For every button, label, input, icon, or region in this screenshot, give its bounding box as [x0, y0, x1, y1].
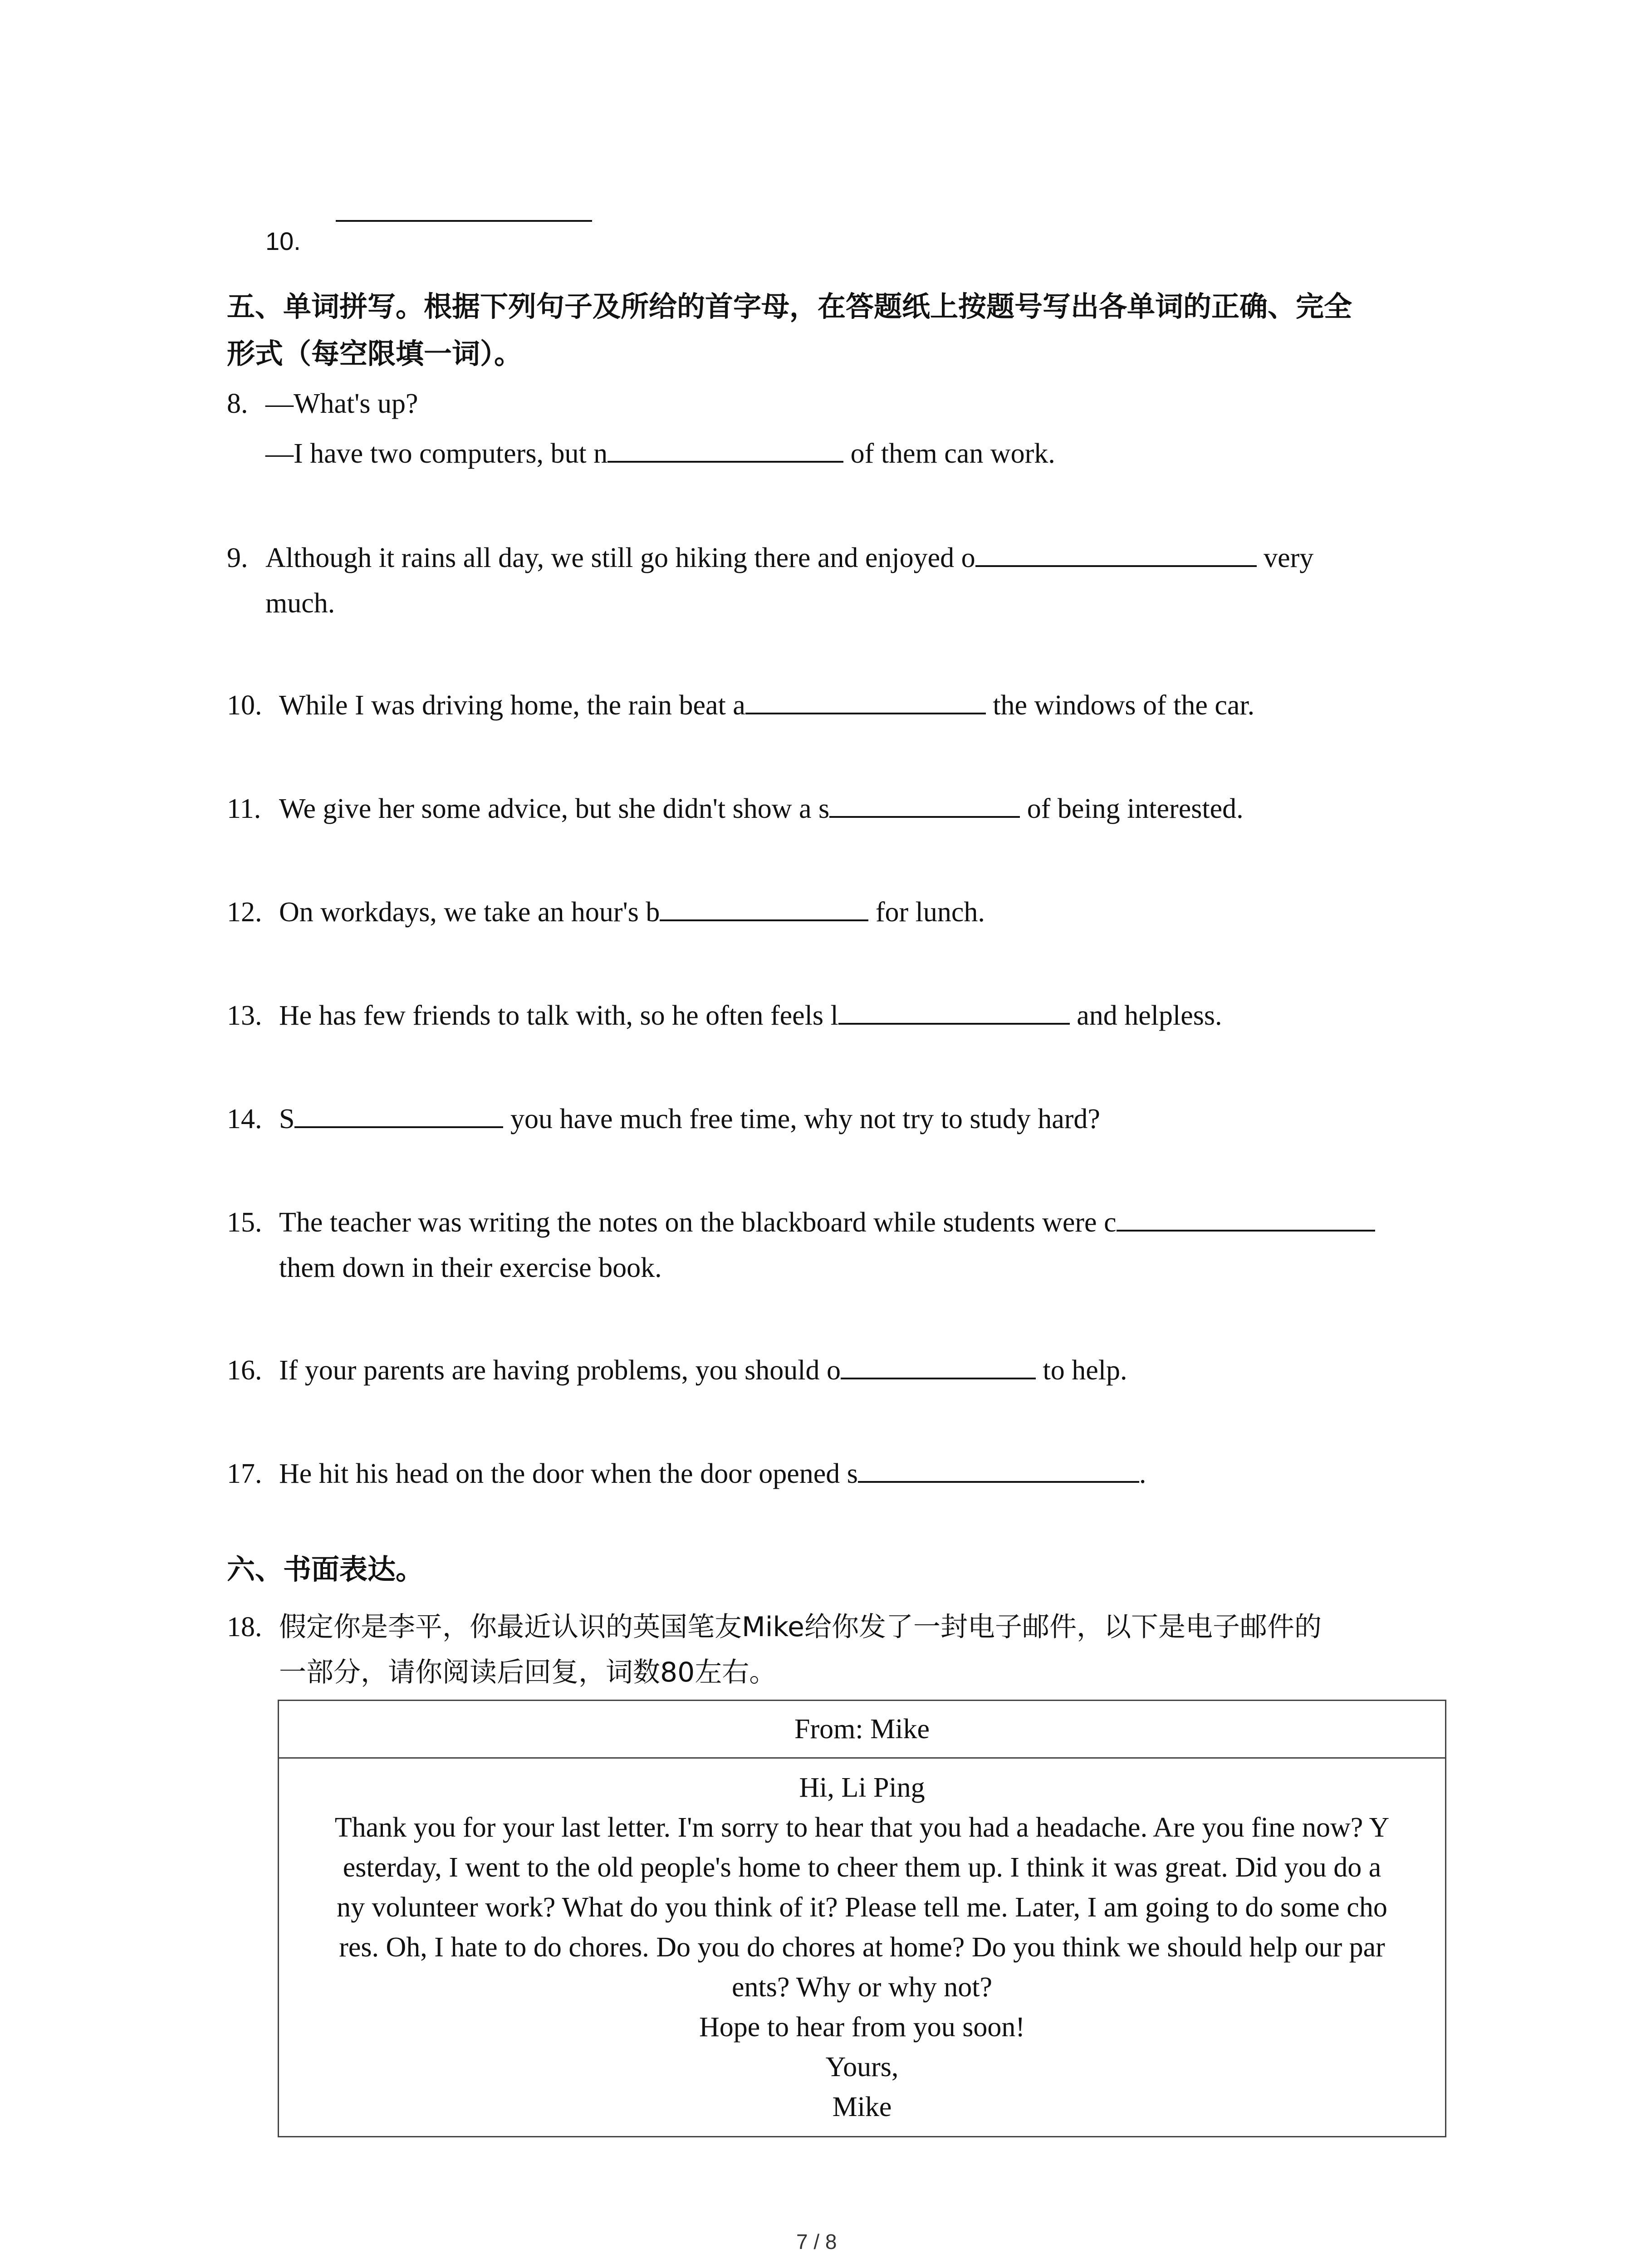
question-text-after: very	[1256, 543, 1314, 573]
section-heading: 五、单词拼写。根据下列句子及所给的首字母，在答题纸上按题号写出各单词的正确、完全	[227, 290, 1352, 323]
answer-blank[interactable]	[745, 712, 986, 714]
question-number: 8.	[227, 388, 248, 419]
question-18	[227, 1604, 1322, 1650]
email-line: Hope to hear from you soon!	[699, 2012, 1025, 2043]
question-17	[227, 1456, 1146, 1492]
email-line: res. Oh, I hate to do chores. Do you do chores at home? Do you think we should help our par	[339, 1932, 1385, 1963]
question-text: 假定你是李平，你最近认识的英国笔友Mike给你发了一封电子邮件，以下是电子邮件的	[279, 1611, 1322, 1643]
question-text: —What's up?	[265, 388, 418, 419]
answer-blank[interactable]	[1117, 1229, 1375, 1232]
question-text-after: of them can work.	[843, 438, 1055, 469]
question-8-line2	[265, 435, 1055, 472]
question-text: He hit his head on the door when the door opened s	[279, 1458, 858, 1489]
question-text: —I have two computers, but n	[265, 438, 608, 469]
question-text-after: the windows of the car.	[985, 690, 1255, 721]
answer-blank[interactable]	[858, 1481, 1139, 1483]
question-number: 10.	[227, 690, 262, 721]
answer-blank[interactable]	[841, 1377, 1036, 1379]
answer-blank[interactable]	[336, 220, 592, 222]
question-14	[227, 1101, 1100, 1137]
question-11	[227, 791, 1244, 827]
question-number: 13.	[227, 1000, 262, 1031]
question-text: The teacher was writing the notes on the blackboard while students were c	[279, 1207, 1117, 1238]
question-10	[227, 687, 1254, 723]
question-13	[227, 997, 1222, 1034]
email-line: ny volunteer work? What do you think of it? Please tell me. Later, I am going to do some cho	[337, 1892, 1387, 1923]
question-number: 17.	[227, 1458, 262, 1489]
answer-blank[interactable]	[975, 565, 1257, 567]
question-text-after: .	[1139, 1458, 1146, 1489]
question-15-cont: them down in their exercise book.	[279, 1252, 662, 1283]
question-number: 9.	[227, 543, 248, 573]
section-heading-cont: 形式（每空限填一词）。	[227, 337, 523, 370]
email-line: Hi, Li Ping	[799, 1772, 925, 1803]
question-number: 18.	[227, 1612, 262, 1642]
question-text-after: you have much free time, why not try to study hard?	[503, 1104, 1100, 1134]
email-from: From: Mike	[279, 1701, 1446, 1758]
question-text-after: for lunch.	[868, 897, 985, 928]
question-text: Although it rains all day, we still go hiking there and enjoyed o	[265, 543, 975, 573]
question-text-after: of being interested.	[1020, 793, 1244, 824]
question-number: 16.	[227, 1355, 262, 1386]
email-table	[278, 1700, 1446, 2137]
question-12	[227, 894, 985, 930]
question-8	[227, 386, 418, 422]
answer-blank[interactable]	[660, 919, 868, 921]
question-9	[227, 540, 1313, 576]
question-text: We give her some advice, but she didn't show a s	[279, 793, 830, 824]
item-number: 10.	[265, 227, 301, 255]
question-18-cont: 一部分，请你阅读后回复，词数80左右。	[279, 1657, 777, 1688]
question-number: 11.	[227, 793, 261, 824]
question-text-after: to help.	[1036, 1355, 1127, 1386]
question-text-after: and helpless.	[1069, 1000, 1222, 1031]
question-number: 12.	[227, 897, 262, 928]
email-line: Thank you for your last letter. I'm sorry to hear that you had a headache. Are you fine now? Y	[334, 1812, 1390, 1843]
email-line: Mike	[832, 2092, 892, 2122]
page-number: 7 / 8	[796, 2230, 837, 2253]
question-text: S	[279, 1104, 295, 1134]
email-line: Yours,	[825, 2052, 899, 2082]
email-body	[279, 1758, 1446, 2137]
question-number: 14.	[227, 1104, 262, 1134]
question-text: If your parents are having problems, you should o	[279, 1355, 841, 1386]
question-text: While I was driving home, the rain beat a	[279, 690, 745, 721]
question-number: 15.	[227, 1207, 262, 1238]
answer-blank[interactable]	[829, 816, 1020, 818]
question-15	[227, 1204, 1375, 1241]
question-text: He has few friends to talk with, so he often feels l	[279, 1000, 838, 1031]
section-heading: 六、书面表达。	[227, 1553, 424, 1586]
email-line: ents? Why or why not?	[732, 1972, 992, 2003]
answer-blank[interactable]	[294, 1126, 503, 1128]
question-text: On workdays, we take an hour's b	[279, 897, 660, 928]
question-16	[227, 1352, 1127, 1388]
question-9-cont: much.	[265, 588, 335, 619]
answer-blank[interactable]	[838, 1022, 1070, 1025]
answer-blank[interactable]	[607, 460, 843, 463]
email-line: esterday, I went to the old people's home to cheer them up. I think it was great. Did you do a	[343, 1852, 1381, 1883]
